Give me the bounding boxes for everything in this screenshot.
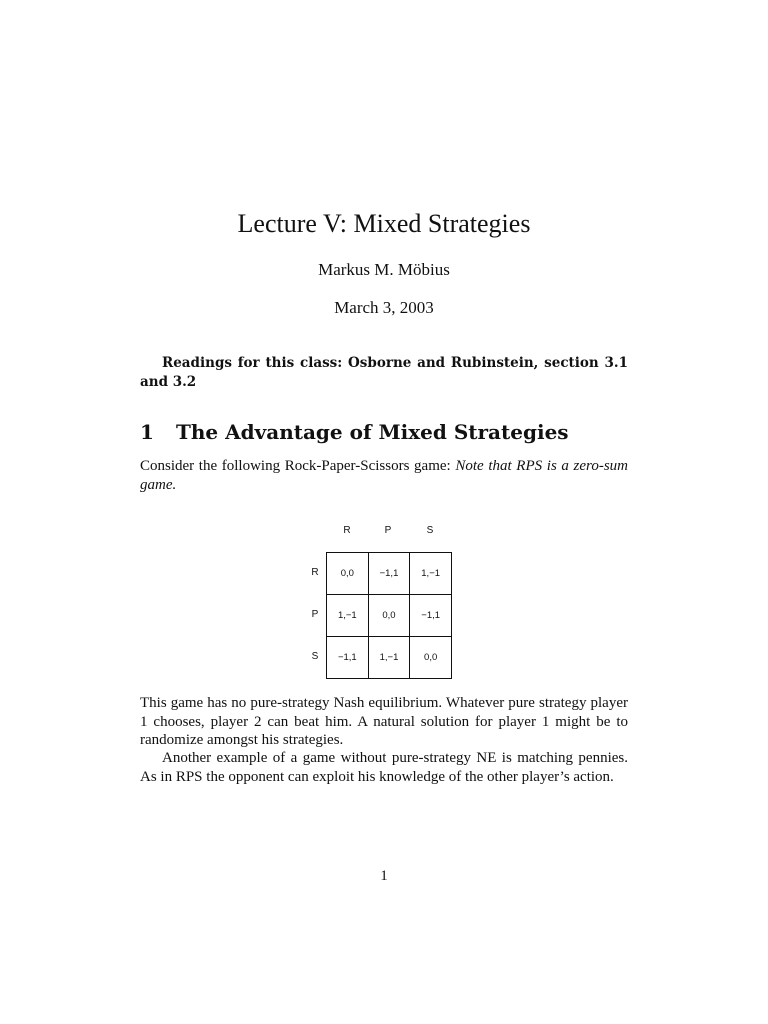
intro-paragraph [140,457,628,494]
payoff-cell: 1,−1 [410,553,452,595]
section-number: 1 [140,420,154,444]
column-label: R [343,525,351,536]
section-title: The Advantage of Mixed Strategies [176,420,569,444]
payoff-cell: −1,1 [327,637,369,679]
document-title: Lecture V: Mixed Strategies [237,209,531,238]
payoff-cell: −1,1 [410,595,452,637]
payoff-grid [326,552,452,679]
matrix-row [327,637,452,679]
body-paragraph: This game has no pure-strategy Nash equilibrium. Whatever pure strategy player 1 chooses, player 2 can beat him. A natural solution for player 1 might be to randomize amongst his strategies. [140,695,628,748]
row-label: S [311,651,319,662]
matrix-row [327,553,452,595]
readings-note: Readings for this class: Osborne and Rubinstein, section 3.1 and 3.2 [140,355,628,390]
payoff-cell: 1,−1 [327,595,369,637]
section-heading [140,418,640,446]
payoff-cell: −1,1 [368,553,410,595]
row-label: P [311,609,319,620]
row-label: R [311,567,319,578]
intro-text: Consider the following Rock-Paper-Scissors game: [140,458,456,474]
author-name: Markus M. Möbius [318,260,450,279]
document-date: March 3, 2003 [334,298,434,317]
payoff-cell: 0,0 [368,595,410,637]
payoff-cell: 0,0 [410,637,452,679]
column-label: P [384,525,392,536]
payoff-cell: 1,−1 [368,637,410,679]
payoff-cell: 0,0 [327,553,369,595]
matrix-row [327,595,452,637]
body-paragraph: Another example of a game without pure-strategy NE is matching pennies. As in RPS the opponent can exploit his knowledge of the other player’s action. [140,750,628,785]
column-label: S [426,525,434,536]
page-number: 1 [380,868,388,884]
intro-italic-note: Note that RPS is a zero-sum game. [140,458,628,493]
